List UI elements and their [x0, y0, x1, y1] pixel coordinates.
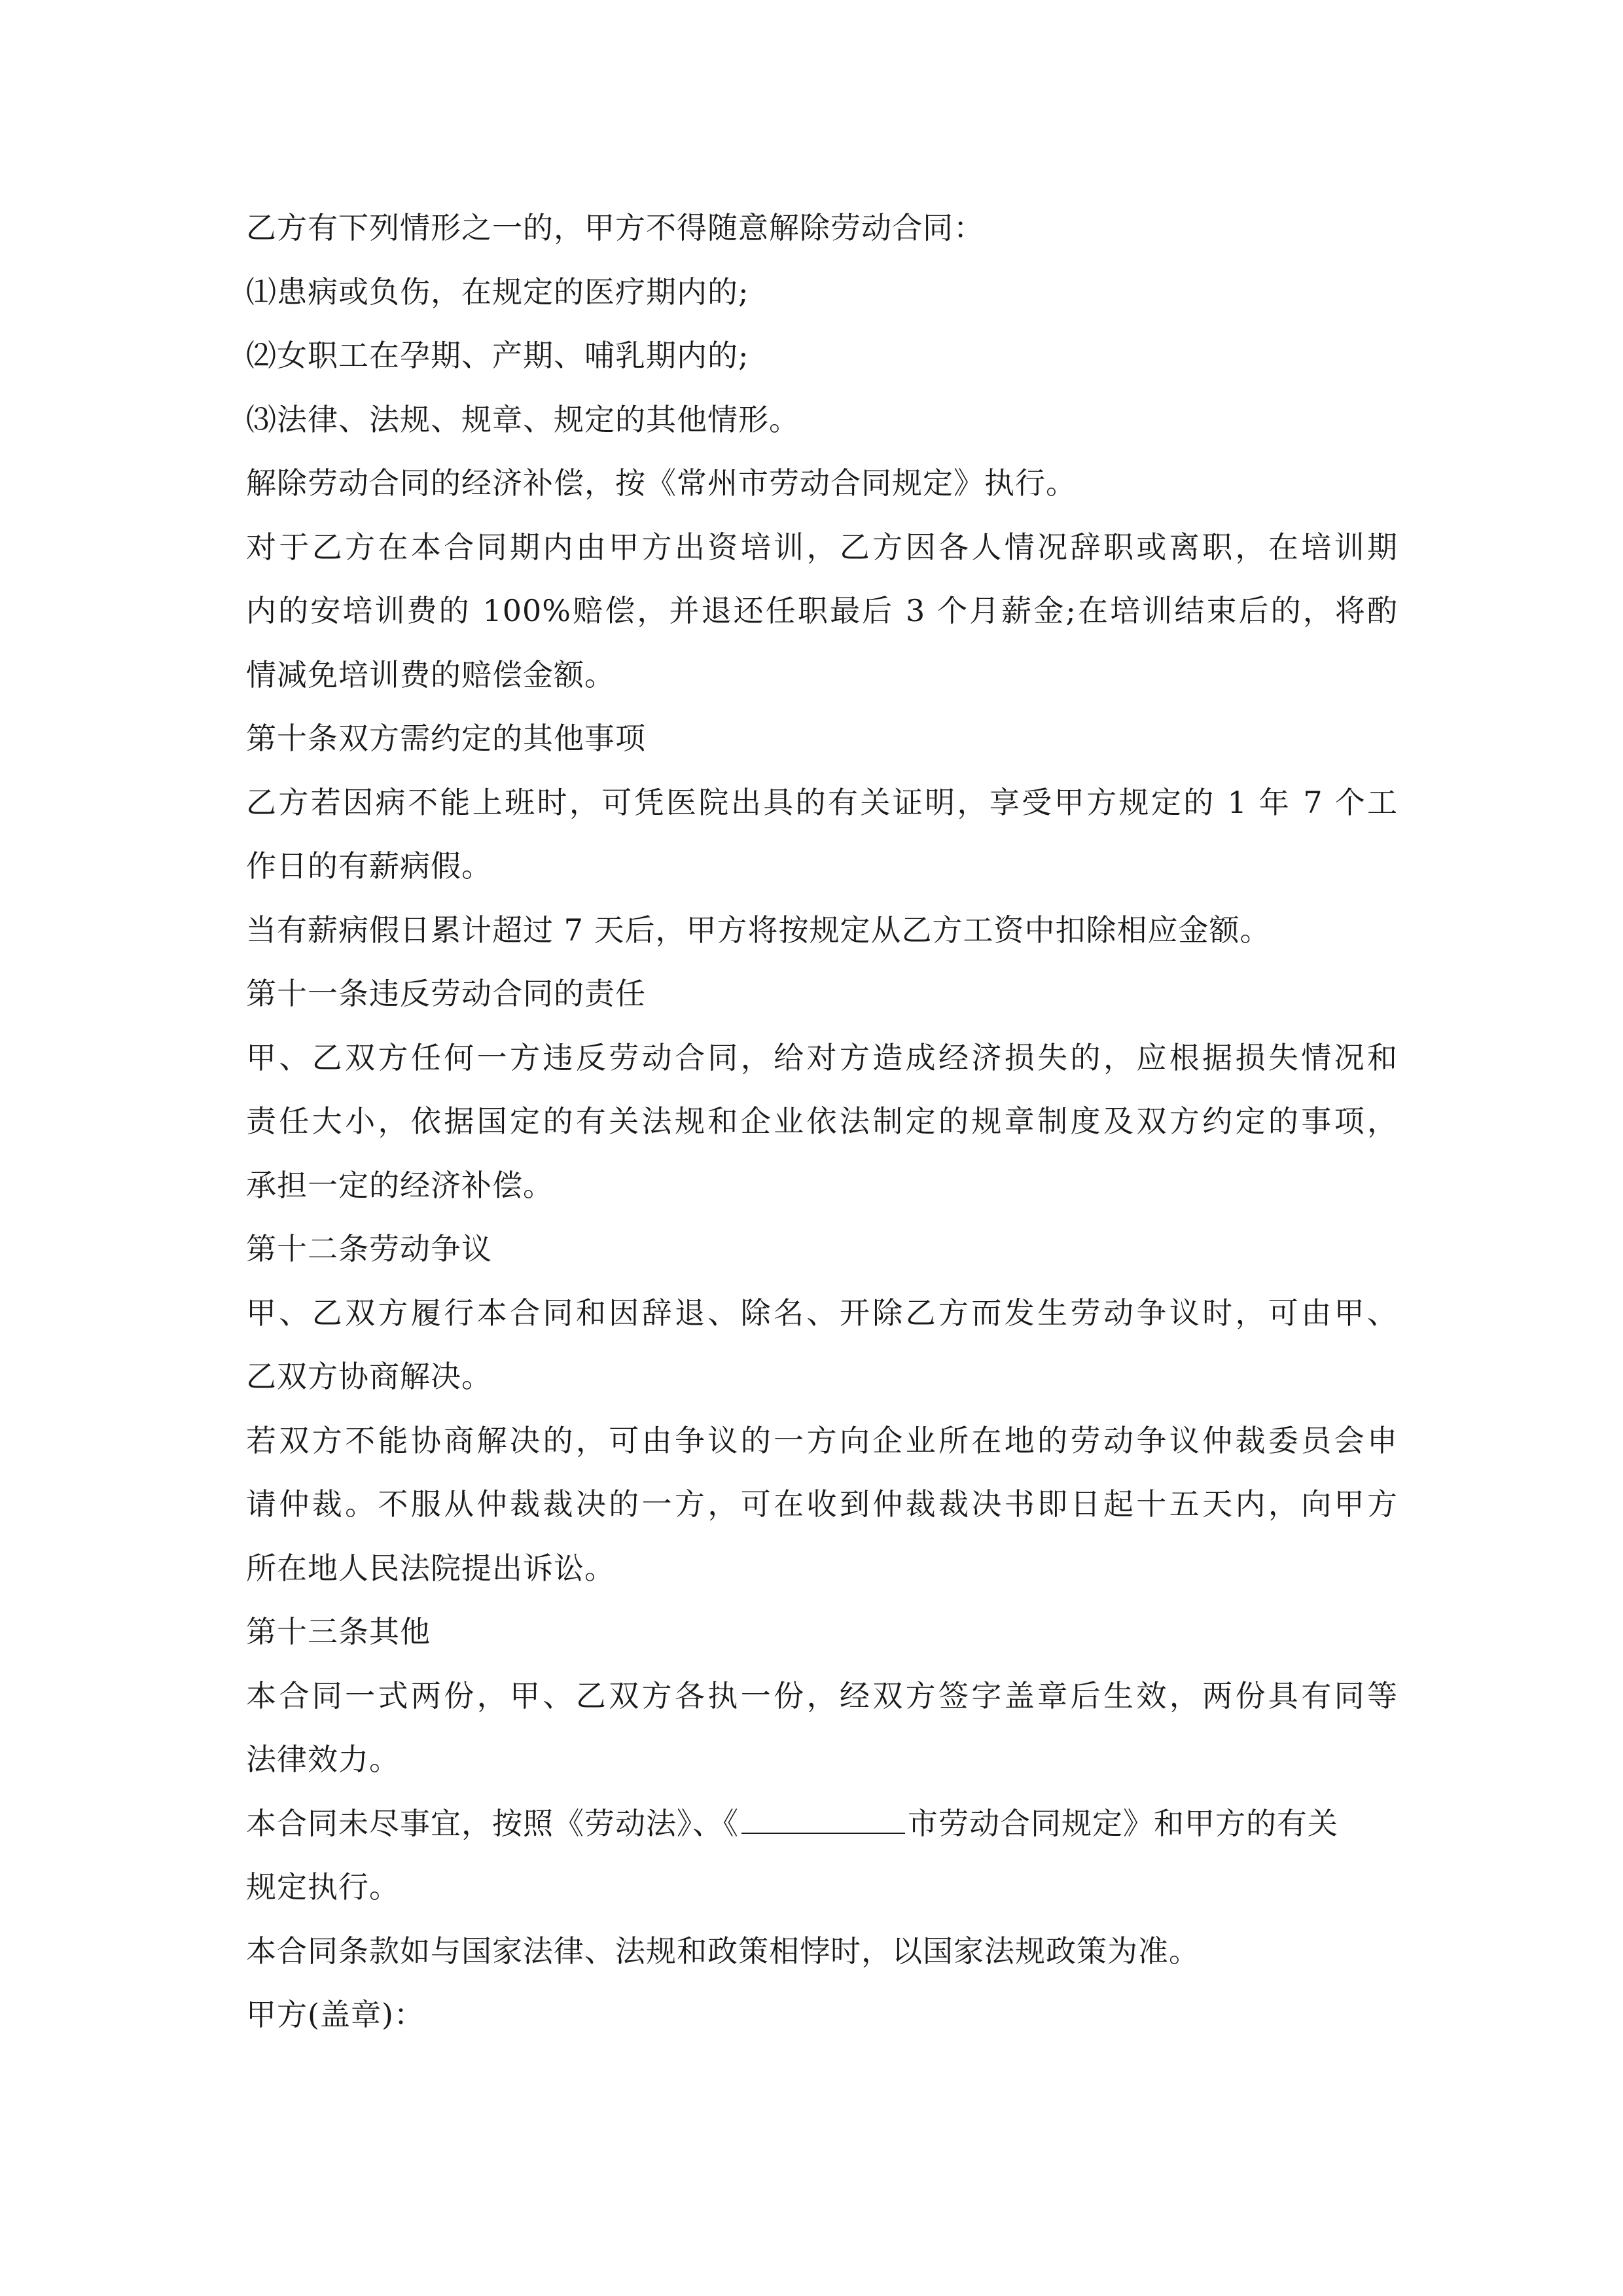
text-line: 甲方(盖章)： [246, 1997, 425, 2032]
text-line: 甲、乙双方任何一方违反劳动合同，给对方造成经济损失的，应根据损失情况和 [246, 1039, 1398, 1075]
text-line: 规定执行。 [246, 1869, 400, 1905]
text-line: 第十三条其他 [246, 1614, 431, 1649]
text-line: 请仲裁。不服从仲裁裁决的一方，可在收到仲裁裁决书即日起十五天内，向甲方 [246, 1486, 1398, 1522]
text-line: 法律效力。 [246, 1742, 400, 1777]
text-line: 责任大小，依据国定的有关法规和企业依法制定的规章制度及双方约定的事项， [246, 1103, 1398, 1139]
text-line: 本合同一式两份，甲、乙双方各执一份，经双方签字盖章后生效，两份具有同等 [246, 1677, 1398, 1713]
text-line: 若双方不能协商解决的，可由争议的一方向企业所在地的劳动争议仲裁委员会申 [246, 1422, 1398, 1458]
text-line: 甲、乙双方履行本合同和因辞退、除名、开除乙方而发生劳动争议时，可由甲、 [246, 1295, 1398, 1331]
text-line: 所在地人民法院提出诉讼。 [246, 1550, 615, 1586]
text-line: 承担一定的经济补偿。 [246, 1167, 554, 1203]
text-line: 当有薪病假日累计超过 7 天后，甲方将按规定从乙方工资中扣除相应金额。 [246, 912, 1271, 948]
paragraph-group-closing [246, 1856, 1398, 2047]
paragraph-group-main [246, 196, 1398, 1792]
fill-in-blank [741, 1806, 905, 1834]
text-line: 对于乙方在本合同期内由甲方出资培训，乙方因各人情况辞职或离职，在培训期 [246, 529, 1398, 565]
text-line: ⑵女职工在孕期、产期、哺乳期内的; [246, 338, 749, 373]
text-line: 解除劳动合同的经济补偿，按《常州市劳动合同规定》执行。 [246, 465, 1077, 501]
text-line: 第十二条劳动争议 [246, 1231, 492, 1266]
text-line-with-blank [246, 1792, 1398, 1856]
text-line: ⑴患病或负伤，在规定的医疗期内的; [246, 274, 749, 310]
text-line: 第十条双方需约定的其他事项 [246, 721, 646, 756]
document-body [246, 196, 1398, 2047]
text-line: 内的安培训费的 100%赔偿，并退还任职最后 3 个月薪金;在培训结束后的，将酌 [246, 593, 1398, 628]
blank-line-suffix: 市劳动合同规定》和甲方的有关 [908, 1805, 1338, 1841]
text-line: ⑶法律、法规、规章、规定的其他情形。 [246, 401, 800, 437]
text-line: 乙方有下列情形之一的，甲方不得随意解除劳动合同： [246, 210, 984, 245]
blank-line-prefix: 本合同未尽事宜，按照《劳动法》、《 [246, 1805, 739, 1841]
text-line: 乙双方协商解决。 [246, 1359, 492, 1394]
text-line: 乙方若因病不能上班时，可凭医院出具的有关证明，享受甲方规定的 1 年 7 个工 [246, 784, 1398, 820]
text-line: 作日的有薪病假。 [246, 848, 492, 884]
text-line: 本合同条款如与国家法律、法规和政策相悖时，以国家法规政策为准。 [246, 1933, 1200, 1969]
text-line: 第十一条违反劳动合同的责任 [246, 976, 646, 1011]
text-line: 情减免培训费的赔偿金额。 [246, 656, 615, 692]
